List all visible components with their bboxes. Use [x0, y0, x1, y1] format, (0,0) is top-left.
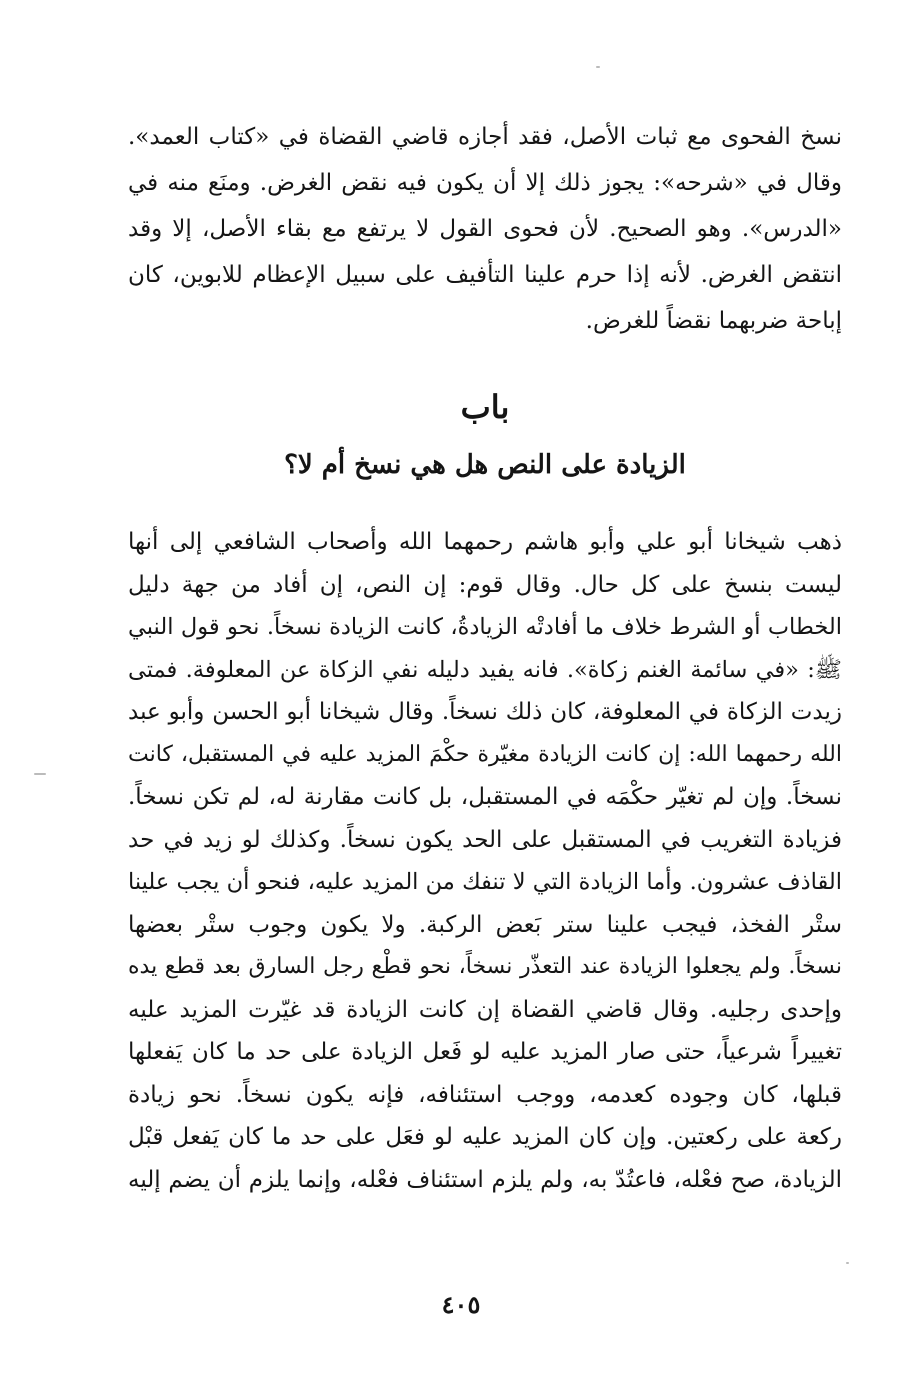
paragraph-line: القاذف عشرون. وأما الزيادة التي لا تنفك من المزيد عليه، فنحو أن يجب علينا	[128, 869, 842, 895]
paragraph-line: انتقض الغرض. لأنه إذا حرم علينا التأفيف على سبيل الإعظام للابوين، كان	[128, 262, 842, 288]
paragraph-line: ذهب شيخانا أبو علي وأبو هاشم رحمهما الله وأصحاب الشافعي إلى أنها	[128, 529, 842, 555]
paragraph-line: نسخ الفحوى مع ثبات الأصل، فقد أجازه قاضي القضاة في «كتاب العمد».	[128, 124, 842, 150]
scan-speck	[846, 1262, 849, 1264]
paragraph-line: تغييراً شرعياً، حتى صار المزيد عليه لو فَعل الزيادة على حد ما كان يَفعلها	[128, 1039, 842, 1065]
chapter-title: باب	[460, 388, 510, 426]
scan-speck	[596, 66, 600, 68]
top-paragraph	[128, 114, 842, 344]
paragraph-line: الخطاب أو الشرط خلاف ما أفادتْه الزيادةُ، كانت الزيادة نسخاً. نحو قول النبي	[128, 614, 842, 640]
paragraph-line: قبلها، كان وجوده كعدمه، ووجب استئنافه، فإنه يكون نسخاً. نحو زيادة	[128, 1081, 842, 1108]
paragraph-line: وقال في «شرحه»: يجوز ذلك إلا أن يكون فيه نقض الغرض. ومنَع منه في	[128, 170, 842, 196]
paragraph-line: الزيادة، صح فعْله، فاعتُدّ به، ولم يلزم استئناف فعْله، وإنما يلزم أن يضم إليه	[128, 1166, 842, 1193]
paragraph-line: زيدت الزكاة في المعلوفة، كان ذلك نسخاً. وقال شيخانا أبو الحسن وأبو عبد	[128, 699, 842, 725]
paragraph-line: الله رحمهما الله: إن كانت الزيادة مغيّرة حكْمَ المزيد عليه في المستقبل، كانت	[128, 741, 842, 767]
paragraph-line: نسخاً. وإن لم تغيّر حكْمَه في المستقبل، بل كانت مقارنة له، لم تكن نسخاً.	[128, 784, 842, 810]
body-paragraph	[128, 521, 842, 1201]
chapter-subtitle: الزيادة على النص هل هي نسخ أم لا؟	[284, 450, 686, 480]
paragraph-line: ﷺ: «في سائمة الغنم زكاة». فانه يفيد دليله نفي الزكاة عن المعلوفة. فمتى	[128, 656, 842, 683]
paragraph-line: ستْر الفخذ، فيجب علينا ستر بَعض الركبة. ولا يكون وجوب ستْر بعضها	[128, 911, 842, 938]
paragraph-line: وإحدى رجليه. وقال قاضي القضاة إن كانت الزيادة قد غيّرت المزيد عليه	[128, 996, 842, 1023]
paragraph-line: ركعة على ركعتين. وإن كان المزيد عليه لو فعَل على حد ما كان يَفعل قبْل	[128, 1124, 842, 1150]
scan-speck	[34, 773, 46, 775]
paragraph-line: فزيادة التغريب في المستقبل على الحد يكون نسخاً. وكذلك لو زيد في حد	[128, 826, 842, 853]
paragraph-line: ليست بنسخ على كل حال. وقال قوم: إن النص، إن أفاد من جهة دليل	[128, 571, 842, 598]
paragraph-line: نسخاً. ولم يجعلوا الزيادة عند التعذّر نسخاً، نحو قطْع رجل السارق بعد قطع يده	[128, 954, 842, 979]
page-number: ٤٠٥	[441, 1290, 481, 1319]
paragraph-line: «الدرس». وهو الصحيح. لأن فحوى القول لا يرتفع مع بقاء الأصل، إلا وقد	[128, 216, 842, 242]
paragraph-line: إباحة ضربهما نقضاً للغرض.	[585, 308, 842, 334]
